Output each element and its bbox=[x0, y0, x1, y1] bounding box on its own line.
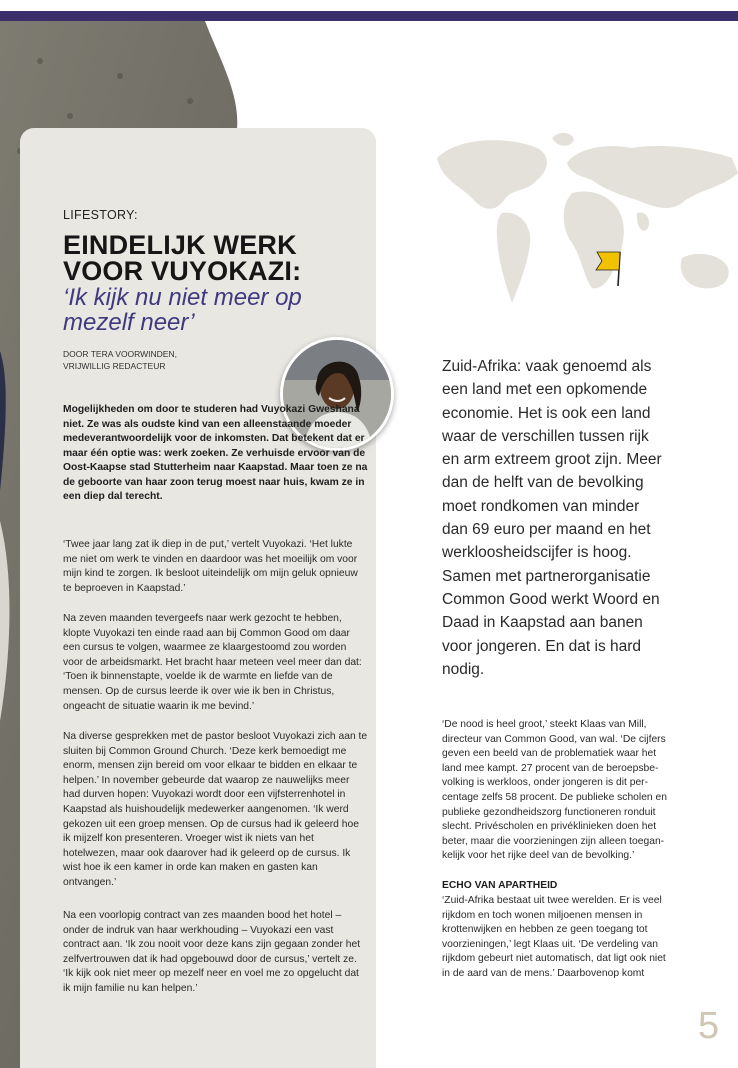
body-paragraph: Na een voorlopig contract van zes maanden bood het hotel – onder de indruk van haar werkhouding – Vuyokazi een vast contract aan. ‘Ik zou nooit voor deze kans zijn gegaan zonder het zelfvertrouwen dat ik had opgebouwd door de cursus,’ vertelt ze. ‘Ik kijk ook niet meer op mezelf neer en voel me zo opgelucht dat ik mijn familie nu kan helpen.’ bbox=[63, 910, 361, 994]
body-paragraph: ‘Twee jaar lang zat ik diep in de put,’ vertelt Vuyokazi. ‘Het lukte me niet om werk te vinden en daardoor was het moeilijk om voor mijn kind te zorgen. Ik besloot uiteindelijk om mijn geluk opnieuw te beproeven in Kaapstad.’ bbox=[63, 539, 358, 594]
section-heading: ECHO VAN APARTHEID bbox=[442, 880, 558, 891]
article-title: EINDELIJK WERK VOOR VUYOKAZI: bbox=[63, 230, 302, 286]
body-paragraph: Na zeven maanden tevergeefs naar werk gezocht te hebben, klopte Vuyokazi ten einde raad aan bij Common Good om daar een cursus te volgen, waarmee ze klaargestoomd zou worden voor de arbeidsmarkt. Het bracht haar meteen veel meer dan dat: ‘Toen ik binnenstapte, voelde ik de warmte en liefde van de mensen. Op de cursus leerde ik over wie ik ben in Christus, ongeacht de situatie waarin ik me bevind.’ bbox=[63, 613, 362, 712]
byline bbox=[63, 348, 263, 372]
intro-paragraph: Zuid-Afrika: vaak genoemd als een land met een opkomende economie. Het is ook een land waar de verschillen tussen rijk en arm extreem groot zijn. Meer dan de helft van de bevolking moet rondkomen van minder dan 69 euro per maand en het werkloosheidscijfer is hoog. Samen met partnerorganisatie Common Good werkt Woord en Daad in Kaapstad aan banen voor jongeren. En dat is hard nodig. bbox=[442, 358, 662, 678]
world-map bbox=[432, 118, 738, 323]
continued-paragraph: ‘Zuid-Afrika bestaat uit twee werelden. Er is veel rijkdom en toch wonen miljoenen mensen in krottenwijken en hebben ze geen toegang tot voorzieningen,’ legt Klaas uit. ‘De verdeling van rijkdom gebeurt niet automatisch, dat ligt ook niet in de aard van de mens.’ Daarbovenop komt bbox=[442, 895, 666, 979]
top-accent-bar bbox=[0, 11, 738, 21]
page-number: 5 bbox=[698, 1005, 720, 1047]
body-paragraph: Na diverse gesprekken met de pastor besloot Vuyokazi zich aan te sluiten bij Common Ground Church. ‘Deze kerk bemoedigt me enorm, mensen zijn bereid om voor elkaar te bidden en elkaar te helpen.’ In november gebeurde dat waarop ze nauwelijks meer had durven hopen: Vuyokazi wordt door een vijfsterrenhotel in Kaapstad als huishoudelijk medewerker aangenomen. ‘Ik werd gekozen uit een groep mensen. Op de cursus had ik geleerd hoe ik mijzelf kon presenteren. Vroeger wist ik niets van het hotelwezen, maar ook daarover had ik geleerd op de cursus. Ik wist hoe ik een kamer in orde kan maken en gasten kan ontvangen.’ bbox=[63, 731, 368, 888]
byline-role: VRIJWILLIG REDACTEUR bbox=[63, 361, 166, 371]
section-label: LIFESTORY: bbox=[63, 208, 138, 222]
quote-paragraph: ‘De nood is heel groot,’ steekt Klaas van Mill, directeur van Common Good, van wal. ‘De cijfers geven een beeld van de problematiek waar het land mee kampt. 27 procent van de beroepsbevolking is werkloos, onder jongeren is dit percentage zelfs 58 procent. De publieke scholen en publieke gezondheidszorg functioneren ronduit slecht. Privéscholen en privéklinieken doen het beter, maar die voorzieningen zijn alleen toegankelijk voor het rijke deel van de bevolking.’ bbox=[442, 719, 667, 862]
article-subtitle: ‘Ik kijk nu niet meer op mezelf neer’ bbox=[63, 284, 302, 336]
byline-author: DOOR TERA VOORWINDEN, bbox=[63, 349, 177, 359]
lead-paragraph: Mogelijkheden om door te studeren had Vuyokazi Gweshana niet. Ze was als oudste kind van een alleenstaande moeder medeverantwoordelijk voor de inkomsten. Dat betekent dat er maar één optie was: werk zoeken. Ze verhuisde ervoor van de Oost-Kaapse stad Stutterheim naar Kaapstad. Maar toen ze na de geboorte van haar zoon terug moest naar huis, kwam ze in een diep dal terecht. bbox=[63, 404, 368, 502]
